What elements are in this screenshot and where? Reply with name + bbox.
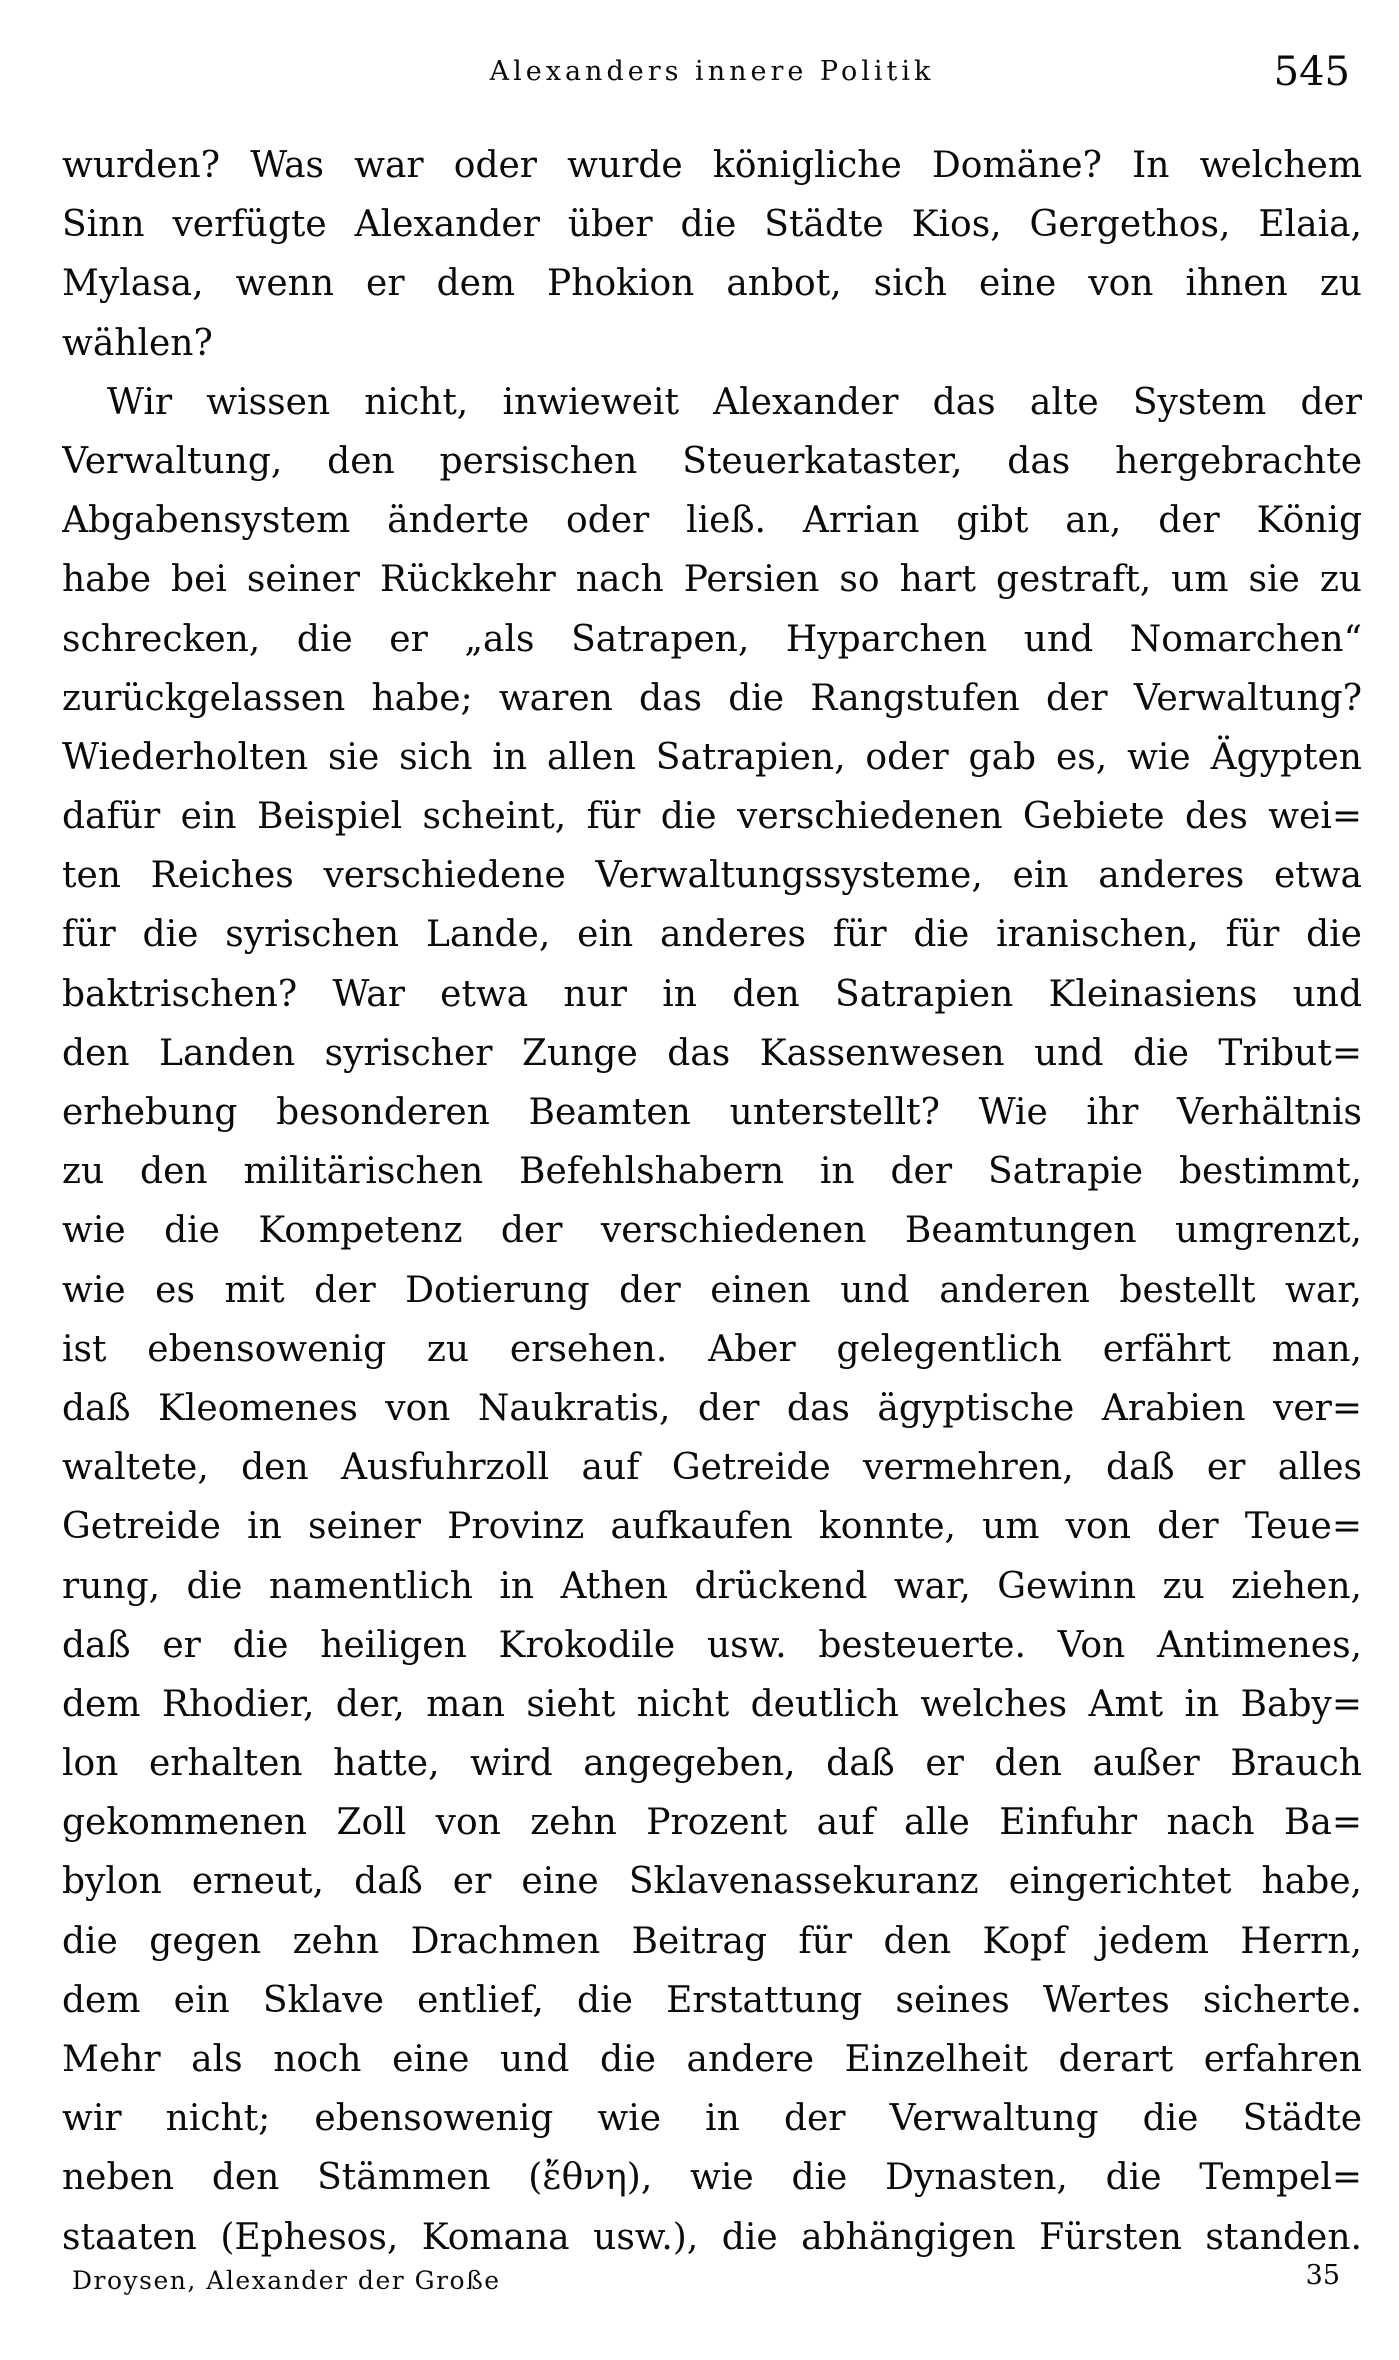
- paragraph: [62, 373, 1362, 2267]
- text-line: rung, die namentlich in Athen drückend war, Gewinn zu ziehen,: [62, 1565, 1362, 1607]
- text-line: wir nicht; ebensowenig wie in der Verwaltung die Städte: [62, 2098, 1362, 2140]
- text-line: bylon erneut, daß er eine Sklavenassekuranz eingerichtet habe,: [62, 1861, 1362, 1903]
- text-line: dem Rhodier, der, man sieht nicht deutlich welches Amt in Baby=: [62, 1683, 1362, 1725]
- text-line: zurückgelassen habe; waren das die Rangstufen der Verwaltung?: [62, 677, 1362, 719]
- text-line: Mylasa, wenn er dem Phokion anbot, sich eine von ihnen zu: [62, 263, 1362, 305]
- text-line: daß Kleomenes von Naukratis, der das ägyptische Arabien ver=: [62, 1387, 1362, 1429]
- text-line: lon erhalten hatte, wird angegeben, daß er den außer Brauch: [62, 1743, 1362, 1785]
- text-line: Wiederholten sie sich in allen Satrapien, oder gab es, wie Ägypten: [62, 736, 1362, 778]
- text-line: Wir wissen nicht, inwieweit Alexander das alte System der: [107, 381, 1362, 423]
- text-line: schrecken, die er „als Satrapen, Hyparchen und Nomarchen“: [62, 618, 1362, 660]
- text-line: baktrischen? War etwa nur in den Satrapien Kleinasiens und: [62, 973, 1362, 1015]
- text-line: für die syrischen Lande, ein anderes für die iranischen, für die: [62, 914, 1362, 956]
- text-line: Sinn verfügte Alexander über die Städte Kios, Gergethos, Elaia,: [62, 204, 1362, 246]
- text-line: Abgabensystem änderte oder ließ. Arrian gibt an, der König: [62, 500, 1362, 542]
- text-line: Getreide in seiner Provinz aufkaufen konnte, um von der Teue=: [62, 1506, 1362, 1548]
- text-line: Mehr als noch eine und die andere Einzelheit derart erfahren: [62, 2039, 1362, 2080]
- page-number: 545: [1273, 49, 1350, 95]
- text-line: habe bei seiner Rückkehr nach Persien so hart gestraft, um sie zu: [62, 559, 1362, 601]
- text-line: zu den militärischen Befehlshabern in der Satrapie bestimmt,: [62, 1151, 1362, 1193]
- body-text: [62, 136, 1362, 2267]
- text-line: wurden? Was war oder wurde königliche Domäne? In welchem: [62, 145, 1362, 186]
- text-line: wie die Kompetenz der verschiedenen Beamtungen umgrenzt,: [62, 1210, 1362, 1252]
- footer-signature: Droysen, Alexander der Große: [72, 2266, 501, 2295]
- text-line: Verwaltung, den persischen Steuerkataster, das hergebrachte: [62, 440, 1362, 482]
- text-line: die gegen zehn Drachmen Beitrag für den Kopf jedem Herrn,: [62, 1920, 1362, 1962]
- text-line: den Landen syrischer Zunge das Kassenwesen und die Tribut=: [62, 1032, 1362, 1074]
- paragraph: [62, 136, 1362, 373]
- text-line: dafür ein Beispiel scheint, für die verschiedenen Gebiete des wei=: [62, 796, 1362, 838]
- text-line: wie es mit der Dotierung der einen und anderen bestellt war,: [62, 1269, 1362, 1311]
- text-line: ist ebensowenig zu ersehen. Aber gelegentlich erfährt man,: [62, 1328, 1362, 1370]
- text-line: ten Reiches verschiedene Verwaltungssysteme, ein anderes etwa: [62, 855, 1362, 897]
- text-line: wählen?: [62, 322, 213, 364]
- text-line: dem ein Sklave entlief, die Erstattung seines Wertes sicherte.: [62, 1979, 1362, 2021]
- text-line: gekommenen Zoll von zehn Prozent auf alle Einfuhr nach Ba=: [62, 1802, 1362, 1844]
- text-line: daß er die heiligen Krokodile usw. besteuerte. Von Antimenes,: [62, 1624, 1362, 1666]
- text-line: waltete, den Ausfuhrzoll auf Getreide vermehren, daß er alles: [62, 1447, 1362, 1489]
- sheet-number: 35: [1305, 2260, 1340, 2291]
- running-header-title: Alexanders innere Politik: [489, 56, 935, 87]
- text-line: erhebung besonderen Beamten unterstellt? Wie ihr Verhältnis: [62, 1092, 1362, 1133]
- text-line: staaten (Ephesos, Komana usw.), die abhängigen Fürsten standen.: [62, 2216, 1362, 2258]
- text-line: neben den Stämmen (ἔθνη), wie die Dynasten, die Tempel=: [62, 2157, 1362, 2199]
